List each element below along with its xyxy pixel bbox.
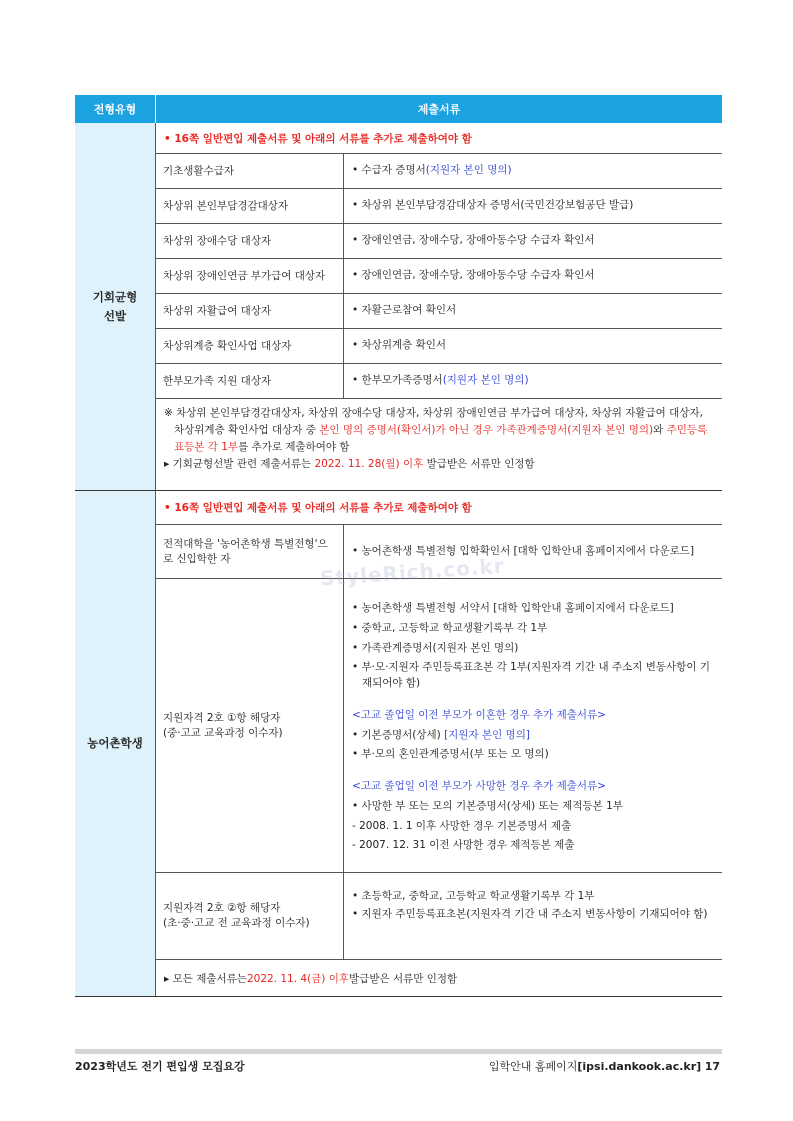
footer-site: 입학안내 홈페이지[ipsi.dankook.ac.kr] 17	[488, 1060, 720, 1073]
row-documents	[344, 579, 722, 872]
table-row	[156, 294, 722, 329]
list-item: • 가족관계증명서(지원자 본인 명의)	[352, 641, 519, 654]
label-line2: 선발	[103, 308, 127, 323]
list-item: • 부·모·지원자 주민등록표초본 각 1부(지원자격 기간 내 주소지 변동사항이 기재되어야 함)	[352, 661, 710, 689]
row-documents: • 장애인연금, 장애수당, 장애아동수당 수급자 확인서	[352, 234, 595, 247]
row-condition: 차상위 장애수당 대상자	[156, 224, 344, 258]
row-condition: 차상위 자활급여 대상자	[156, 294, 344, 328]
section1-notes	[156, 399, 722, 479]
death-sub2: - 2007. 12. 31 이전 사망한 경우 제적등본 제출	[352, 839, 575, 852]
table-row	[156, 873, 722, 960]
death-title: <고교 졸업일 이전 부모가 사망한 경우 추가 제출서류>	[352, 780, 606, 792]
divorce-item1: • 기본증명서(상세) [지원자 본인 명의]	[352, 728, 530, 741]
section2-bottom-note: ▸ 모든 제출서류는 2022. 11. 4(금) 이후 발급받은 서류만 인정함	[164, 972, 458, 985]
table-row	[156, 259, 722, 294]
table-row	[156, 189, 722, 224]
list-item: • 농어촌학생 특별전형 서약서 [대학 입학안내 홈페이지에서 다운로드]	[352, 602, 674, 614]
submission-documents-table	[75, 95, 722, 997]
row-condition: 지원자격 2호 ①항 해당자 (중·고교 교육과정 이수자)	[156, 579, 344, 872]
row-condition: 전적대학을 '농어촌학생 특별전형'으로 신입학한 자	[156, 525, 344, 578]
list-item: • 중학교, 고등학교 학교생활기록부 각 1부	[352, 621, 548, 634]
row3-item2: • 지원자 주민등록표초본(지원자격 기간 내 주소지 변동사항이 기재되어야 함)	[352, 907, 708, 920]
footer-title: 2023학년도 전기 편입생 모집요강	[75, 1060, 245, 1073]
page-number: 17	[704, 1060, 720, 1073]
table-row	[156, 224, 722, 259]
death-item1: • 사망한 부 또는 모의 기본증명서(상세) 또는 제적등본 1부	[352, 799, 623, 812]
row-documents: • 농어촌학생 특별전형 입학확인서 [대학 입학안내 홈페이지에서 다운로드]	[352, 544, 695, 557]
footer-divider	[75, 1049, 722, 1054]
row-condition: 차상위 장애인연금 부가급여 대상자	[156, 259, 344, 293]
header-submission-docs: 제출서류	[417, 103, 461, 116]
row-condition: 지원자격 2호 ②항 해당자 (초·중·고교 전 교육과정 이수자)	[156, 873, 344, 959]
row-documents	[344, 873, 722, 959]
row-condition: 차상위계층 확인사업 대상자	[156, 329, 344, 363]
row-documents: • 수급자 증명서 (지원자 본인 명의)	[352, 164, 512, 177]
divorce-item2: • 부·모의 혼인관계증명서(부 또는 모 명의)	[352, 748, 549, 761]
section2-top-note: • 16쪽 일반편입 제출서류 및 아래의 서류를 추가로 제출하여야 함	[156, 491, 722, 525]
table-row	[156, 579, 722, 873]
table-row	[156, 329, 722, 364]
section-label-opportunity	[75, 123, 155, 490]
row3-item1: • 초등학교, 중학교, 고등학교 학교생활기록부 각 1부	[352, 890, 595, 902]
note1: ※ 차상위 본인부담경감대상자, 차상위 장애수당 대상자, 차상위 장애인연금 부가급여 대상자, 차상위 자활급여 대상자, 차상위계층 확인사업 대상자 중 본인 명의 증명서(확인서)가 아닌 경우 가족관계증명서(지원자 본인 명의)와 주민등록표등본 각 1부를 추가로 제출하여야 함	[164, 407, 708, 453]
row-documents: • 차상위계층 확인서	[352, 339, 447, 352]
table-header	[75, 95, 722, 123]
section1-content	[155, 123, 722, 490]
row-documents: • 장애인연금, 장애수당, 장애아동수당 수급자 확인서	[352, 269, 595, 282]
note2: ▸ 기회균형선발 관련 제출서류는 2022. 11. 28(월) 이후 발급받은 서류만 인정함	[164, 458, 535, 470]
row-condition: 기초생활수급자	[156, 154, 344, 188]
header-admission-type: 전형유형	[75, 95, 156, 123]
divorce-title: <고교 졸업일 이전 부모가 이혼한 경우 추가 제출서류>	[352, 708, 606, 721]
death-sub1: - 2008. 1. 1 이후 사망한 경우 기본증명서 제출	[352, 819, 572, 832]
row-documents: • 한부모가족증명서 (지원자 본인 명의)	[352, 374, 529, 387]
row-documents: • 차상위 본인부담경감대상자 증명서(국민건강보험공단 발급)	[352, 199, 634, 212]
table-row	[156, 154, 722, 189]
row-documents: • 자활근로참여 확인서	[352, 304, 457, 317]
row-condition: 한부모가족 지원 대상자	[156, 364, 344, 398]
section-opportunity-balance	[75, 123, 722, 491]
section1-top-note: • 16쪽 일반편입 제출서류 및 아래의 서류를 추가로 제출하여야 함	[156, 123, 722, 154]
row-condition: 차상위 본인부담경감대상자	[156, 189, 344, 223]
label-line1: 기회균형	[92, 290, 138, 305]
watermark: StyleRich.co.kr	[319, 553, 506, 591]
section-label-rural: 농어촌학생	[75, 491, 155, 996]
table-row	[156, 364, 722, 399]
